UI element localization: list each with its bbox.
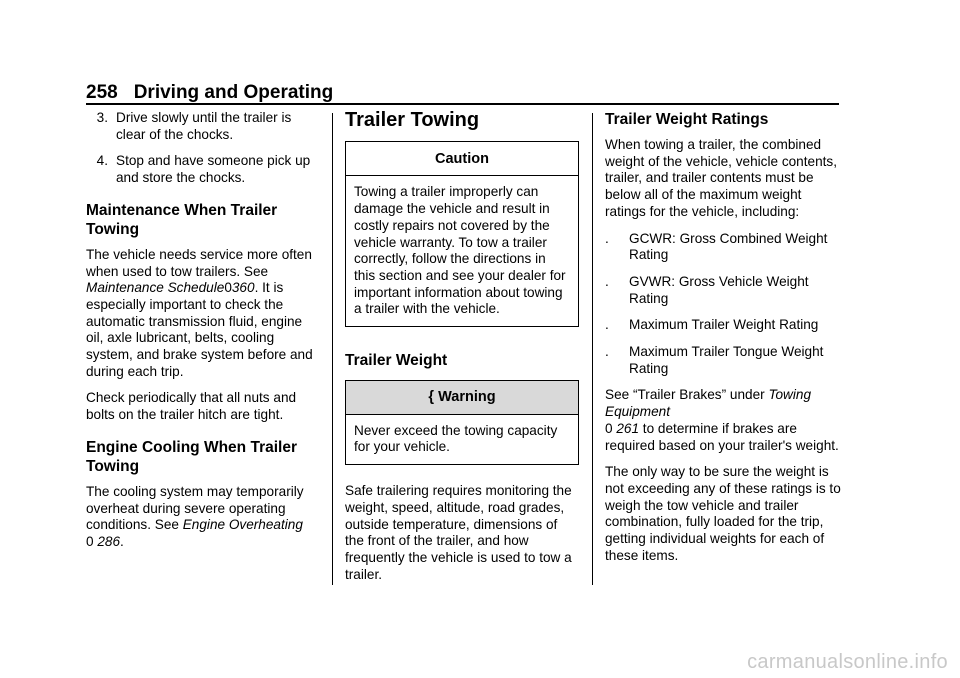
step-number: 3. bbox=[96, 110, 108, 125]
column-divider-2 bbox=[592, 113, 593, 585]
trailer-brakes-paragraph: See “Trailer Brakes” under Towing Equipment 0 261 to determine if brakes are required based on your trailer's weight. bbox=[605, 387, 839, 453]
maintenance-paragraph: The vehicle needs service more often when used to tow trailers. See Maintenance Schedule0360. It is especially important to check the automatic transmission fluid, engine oil, axle lubricant, belts, cooling system, and brake system before and during each trip. bbox=[86, 246, 313, 379]
trailer-towing-heading: Trailer Towing bbox=[345, 109, 480, 131]
step-text: Drive slowly until the trailer is clear of the chocks. bbox=[116, 110, 292, 142]
list-item: . GCWR: Gross Combined Weight Rating bbox=[605, 230, 828, 263]
bullet: . bbox=[605, 344, 609, 360]
column-2 bbox=[345, 110, 579, 593]
towing-equipment-link[interactable]: Towing Equipment bbox=[605, 387, 812, 420]
caution-title: Caution bbox=[346, 142, 578, 177]
page-ref-arrow-icon: 0 bbox=[605, 420, 613, 436]
maintenance-schedule-link[interactable]: Maintenance Schedule bbox=[86, 280, 225, 296]
warning-text: Never exceed the towing capacity for your vehicle. bbox=[354, 422, 558, 455]
maintenance-heading: Maintenance When Trailer Towing bbox=[86, 201, 278, 238]
page-ref[interactable]: 286 bbox=[97, 533, 121, 549]
engine-cooling-heading: Engine Cooling When Trailer Towing bbox=[86, 438, 297, 475]
list-item: . Maximum Trailer Weight Rating bbox=[605, 317, 819, 333]
bullet: . bbox=[605, 317, 609, 333]
weight-ratings-heading: Trailer Weight Ratings bbox=[605, 111, 769, 128]
cooling-paragraph: The cooling system may temporarily overheat during severe operating conditions. See Engine Overheating 0 286. bbox=[86, 483, 304, 549]
page-ref-arrow-icon: 0 bbox=[86, 533, 94, 549]
list-item: . GVWR: Gross Vehicle Weight Rating bbox=[605, 273, 809, 306]
column-1 bbox=[86, 110, 322, 561]
page-ref-arrow-icon: 0 bbox=[224, 280, 232, 296]
list-item: . Maximum Trailer Tongue Weight Rating bbox=[605, 344, 824, 376]
column-3 bbox=[605, 110, 841, 574]
list-item bbox=[86, 153, 322, 186]
watermark: carmanualsonline.info bbox=[747, 651, 948, 673]
page-ref[interactable]: 261 bbox=[616, 420, 640, 436]
hitch-paragraph: Check periodically that all nuts and bolts on the trailer hitch are tight. bbox=[86, 390, 297, 423]
trailer-weight-heading: Trailer Weight bbox=[345, 352, 448, 370]
caution-text: Towing a trailer improperly can damage the vehicle and result in costly repairs not covered by the vehicle warranty. To tow a trailer correctly, follow the directions in this section and see your dealer for important information about towing a trailer with the vehicle. bbox=[354, 184, 566, 317]
warning-title: Warning bbox=[438, 389, 496, 406]
step-text: Stop and have someone pick up and store the chocks. bbox=[116, 153, 311, 186]
step-number: 4. bbox=[96, 153, 108, 169]
page-number: 258 bbox=[86, 82, 118, 103]
page-header bbox=[86, 82, 333, 104]
bullet: . bbox=[605, 230, 609, 246]
list-item bbox=[86, 110, 322, 143]
bullet: . bbox=[605, 273, 609, 289]
warning-header bbox=[346, 381, 578, 415]
caution-box bbox=[345, 141, 579, 327]
ratings-intro: When towing a trailer, the combined weight of the vehicle, vehicle contents, trailer, and trailer contents must be below all of the maximum weight ratings for the vehicle, including: bbox=[605, 137, 837, 219]
warning-icon: { bbox=[428, 389, 435, 406]
page-ref[interactable]: 360 bbox=[231, 280, 255, 296]
warning-box bbox=[345, 380, 579, 465]
engine-overheating-link[interactable]: Engine Overheating bbox=[182, 517, 303, 533]
header-rule bbox=[86, 103, 839, 105]
column-divider-1 bbox=[332, 113, 333, 585]
section-title: Driving and Operating bbox=[133, 82, 334, 103]
weigh-paragraph: The only way to be sure the weight is not exceeding any of these ratings is to weigh the tow vehicle and trailer combination, fully loaded for the trip, getting individual weights for each of these items. bbox=[605, 464, 841, 563]
safe-trailering-paragraph: Safe trailering requires monitoring the weight, speed, altitude, road grades, outside temperature, dimensions of the front of the trailer, and how frequently the vehicle is used to tow a trailer. bbox=[345, 483, 572, 582]
